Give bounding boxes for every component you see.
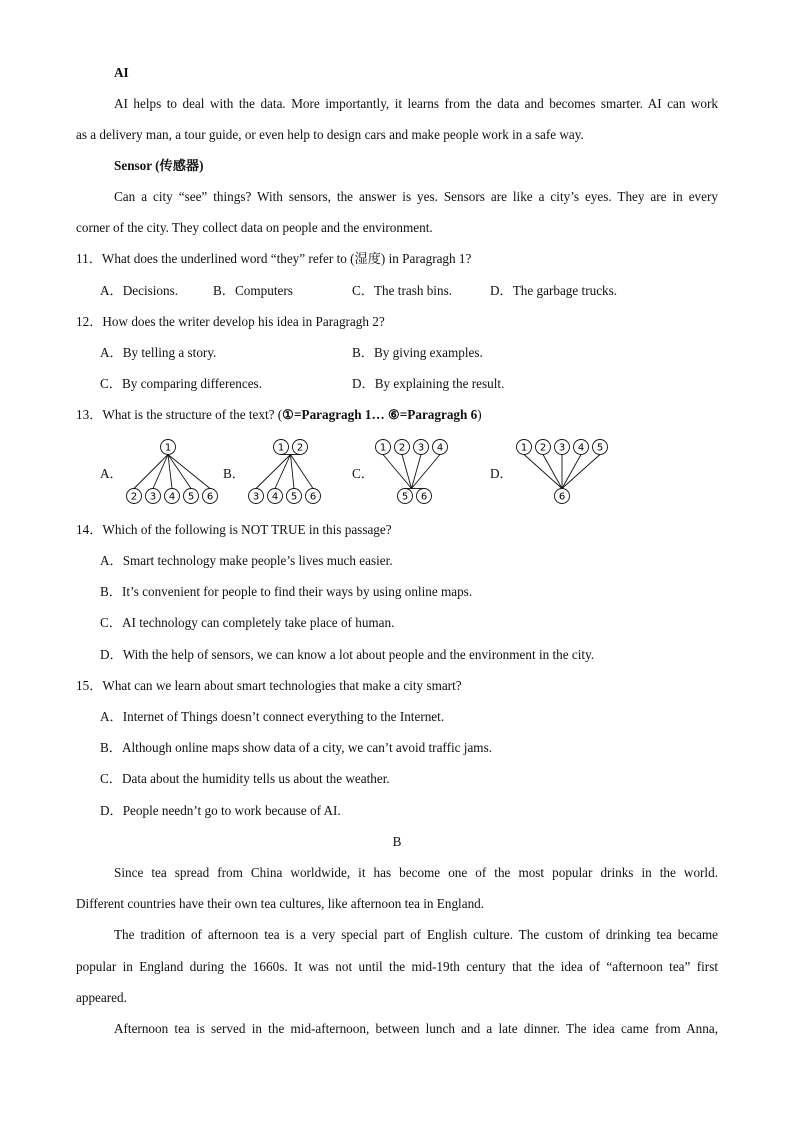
diagram-node-label: 2 — [130, 491, 138, 503]
question-15 — [76, 677, 462, 695]
q12-option-d[interactable]: D．By explaining the result. — [352, 376, 505, 391]
diagram-node-label: 2 — [539, 442, 547, 454]
diagram-connector-line — [543, 455, 562, 489]
diagram-node-label: 6 — [309, 491, 317, 503]
ai-para-line-2: as a delivery man, a tour guide, or even help to design cars and make people work in a safe way. — [76, 127, 584, 142]
diagram-node-label: 6 — [420, 491, 428, 503]
question-stem: How does the writer develop his idea in Paragragh 2? — [102, 314, 385, 329]
diagram-node-label: 4 — [271, 491, 279, 503]
stem-bold-1: ①=Paragragh 1… — [282, 407, 385, 422]
diagram-node-label: 4 — [168, 491, 176, 503]
diagram-node-label: 1 — [277, 442, 285, 454]
section-b-p3-line-1: Afternoon tea is served in the mid-afternoon, between lunch and a late dinner. The idea came from Anna, — [114, 1021, 718, 1036]
question-stem: What does the underlined word “they” refer to (湿度) in Paragragh 1? — [101, 251, 472, 266]
q15-option-c[interactable]: C．Data about the humidity tells us about the weather. — [100, 771, 390, 786]
diagram-node-label: 4 — [577, 442, 585, 454]
diagram-connector-line — [412, 455, 441, 489]
diagram-node-label: 6 — [206, 491, 214, 503]
section-b-p2-line-2: popular in England during the 1660s. It was not until the mid-19th century that the idea of “afternoon tea” first — [76, 959, 718, 974]
diagram-node-label: 4 — [436, 442, 444, 454]
diagram-node-label: 5 — [187, 491, 195, 503]
q11-option-a[interactable]: A．Decisions. — [100, 283, 179, 298]
q13-option-c[interactable]: C． — [352, 466, 374, 481]
section-b-label: B — [392, 834, 402, 849]
q14-option-c[interactable]: C．AI technology can completely take place of human. — [100, 615, 395, 630]
diagram-connector-line — [383, 455, 412, 489]
question-number: 12． — [76, 314, 103, 329]
diagram-connector-line — [134, 455, 168, 489]
section-b-p1-line-2: Different countries have their own tea cultures, like afternoon tea in England. — [76, 896, 485, 911]
q11-option-d[interactable]: D．The garbage trucks. — [490, 283, 618, 298]
question-number: 15． — [76, 678, 103, 693]
q14-option-d[interactable]: D．With the help of sensors, we can know a lot about people and the environment in the city. — [100, 647, 595, 662]
diagram-node-label: 1 — [520, 442, 528, 454]
q14-option-b[interactable]: B．It’s convenient for people to find their ways by using online maps. — [100, 584, 473, 599]
q15-option-a[interactable]: A．Internet of Things doesn’t connect everything to the Internet. — [100, 709, 445, 724]
question-number: 11． — [76, 251, 102, 266]
diagram-node-label: 6 — [558, 491, 566, 503]
q13-option-a[interactable]: A． — [100, 466, 123, 481]
question-13 — [76, 406, 482, 424]
structure-diagram-b — [242, 436, 342, 508]
q12-option-c[interactable]: C．By comparing differences. — [100, 376, 262, 391]
diagram-node-label: 3 — [149, 491, 157, 503]
question-number: 13． — [76, 407, 103, 422]
section-b-p2-line-1: The tradition of afternoon tea is a very special part of English culture. The custom of drinking tea became — [114, 927, 718, 942]
question-stem: What is the structure of the text? ( — [102, 407, 283, 422]
diagram-connector-line — [275, 455, 291, 489]
q14-option-a[interactable]: A．Smart technology make people’s lives much easier. — [100, 553, 393, 568]
stem-bold-2: ⑥=Paragragh 6 — [387, 407, 478, 422]
question-number: 14． — [76, 522, 103, 537]
diagram-node-label: 2 — [398, 442, 406, 454]
question-stem: Which of the following is NOT TRUE in this passage? — [102, 522, 392, 537]
ai-heading: AI — [114, 65, 129, 80]
diagram-node-label: 5 — [290, 491, 298, 503]
stem-close: ) — [477, 407, 482, 422]
sensor-heading: Sensor (传感器) — [114, 158, 204, 173]
diagram-connector-line — [168, 455, 210, 489]
diagram-node-label: 3 — [417, 442, 425, 454]
diagram-connector-line — [256, 455, 291, 489]
section-b-p2-line-3: appeared. — [76, 990, 127, 1005]
q13-option-d[interactable]: D． — [490, 466, 513, 481]
diagram-connector-line — [524, 455, 562, 489]
q11-option-b[interactable]: B．Computers — [213, 283, 293, 298]
ai-para-line-1: AI helps to deal with the data. More importantly, it learns from the data and becomes smarter. AI can work — [114, 96, 718, 111]
structure-diagram-c — [366, 436, 461, 508]
diagram-connector-line — [153, 455, 168, 489]
question-stem: What can we learn about smart technologies that make a city smart? — [102, 678, 462, 693]
q15-option-d[interactable]: D．People needn’t go to work because of AI. — [100, 803, 341, 818]
diagram-node-label: 5 — [401, 491, 409, 503]
question-14 — [76, 521, 392, 539]
diagram-node-label: 3 — [252, 491, 260, 503]
diagram-node-label: 3 — [558, 442, 566, 454]
diagram-node-label: 1 — [164, 442, 172, 454]
q11-option-c[interactable]: C．The trash bins. — [352, 283, 452, 298]
section-b-p1-line-1: Since tea spread from China worldwide, it has become one of the most popular drinks in the world. — [114, 865, 718, 880]
diagram-node-label: 1 — [379, 442, 387, 454]
q12-option-b[interactable]: B．By giving examples. — [352, 345, 483, 360]
structure-diagram-a — [120, 436, 230, 508]
q12-option-a[interactable]: A．By telling a story. — [100, 345, 217, 360]
diagram-connector-line — [562, 455, 581, 489]
diagram-connector-line — [562, 455, 600, 489]
structure-diagram-d — [512, 436, 612, 508]
diagram-node-label: 2 — [296, 442, 304, 454]
sensor-para-line-1: Can a city “see” things? With sensors, the answer is yes. Sensors are like a city’s eyes. They are in every — [114, 189, 718, 204]
diagram-node-label: 5 — [596, 442, 604, 454]
question-12 — [76, 313, 385, 331]
q15-option-b[interactable]: B．Although online maps show data of a city, we can’t avoid traffic jams. — [100, 740, 492, 755]
sensor-para-line-2: corner of the city. They collect data on people and the environment. — [76, 220, 433, 235]
q13-option-b[interactable]: B． — [223, 466, 245, 481]
question-11 — [76, 250, 471, 268]
